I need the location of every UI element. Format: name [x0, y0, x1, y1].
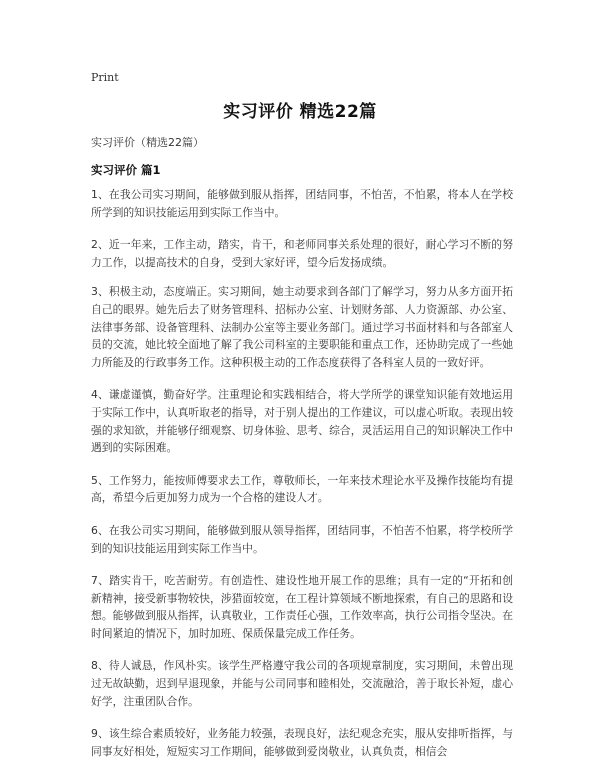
paragraph-9: 9、该生综合素质较好，业务能力较强，表现良好，法纪观念充实，服从安排听指挥，与同事友好相处，短短实习工作期间，能够做到爱岗敬业，认真负责，相信会 — [91, 727, 513, 758]
document-body — [91, 186, 513, 775]
document-title: 实习评价 精选22篇 — [223, 102, 377, 122]
document-subtitle: 实习评价（精选22篇） — [91, 136, 204, 149]
paragraph-6: 6、在我公司实习期间，能够做到服从领导指挥，团结同事，不怕苦不怕累，将学校所学到的知识技能运用到实际工作当中。 — [91, 523, 513, 555]
paragraph-2: 2、近一年来，工作主动，踏实，肯干，和老师同事关系处理的很好，耐心学习不断的努力工作，以提高技术的自身，受到大家好评，望今后发扬成绩。 — [91, 238, 513, 269]
section-heading: 实习评价 篇1 — [91, 163, 161, 177]
paragraph-7: 7、踏实肯干，吃苦耐劳。有创造性、建设性地开展工作的思维；具有一定的“开拓和创新精神，接受新事物较快，涉猎面较宽，在工程计算领域不断地探索，有自己的思路和设想。能够做到服从指挥，认真敬业，工作责任心强，工作效率高，执行公司指令坚决。在时间紧迫的情况下，加时加班、保质保量完成工作任务。 — [91, 574, 513, 640]
print-link[interactable]: Print — [91, 71, 119, 84]
paragraph-4: 4、谦虚谨慎，勤奋好学。注重理论和实践相结合，将大学所学的课堂知识能有效地运用于实际工作中，认真听取老的指导，对于别人提出的工作建议，可以虚心听取。表现出较强的求知欲，并能够仔细观察、切身体验、思考、综合，灵活运用自己的知识解决工作中遇到的实际困难。 — [91, 388, 513, 455]
paragraph-5: 5、工作努力，能按师傅要求去工作，尊敬师长，一年来技术理论水平及操作技能均有提高，希望今后更加努力成为一个合格的建设人才。 — [91, 473, 513, 505]
paragraph-8: 8、待人诚恳，作风朴实。该学生严格遵守我公司的各项规章制度，实习期间，未曾出现过无故缺勤，迟到早退现象，并能与公司同事和睦相处，交流融洽，善于取长补短，虚心好学，注重团队合作。 — [91, 659, 513, 708]
paragraph-1: 1、在我公司实习期间，能够做到服从指挥，团结同事，不怕苦，不怕累，将本人在学校所学到的知识技能运用到实际工作当中。 — [91, 188, 513, 219]
paragraph-3: 3、积极主动，态度端正。实习期间，她主动要求到各部门了解学习，努力从多方面开拓自己的眼界。她先后去了财务管理科、招标办公室、计划财务部、人力资源部、办公室、法律事务部、设备管理科、法制办公室等主要业务部门。通过学习书面材料和与各部室人员的交流，她比较全面地了解了我公司科室的主要职能和重点工作，还协助完成了一些她力所能及的行政事务工作。这种积极主动的工作态度获得了各科室人员的一致好评。 — [91, 285, 513, 369]
